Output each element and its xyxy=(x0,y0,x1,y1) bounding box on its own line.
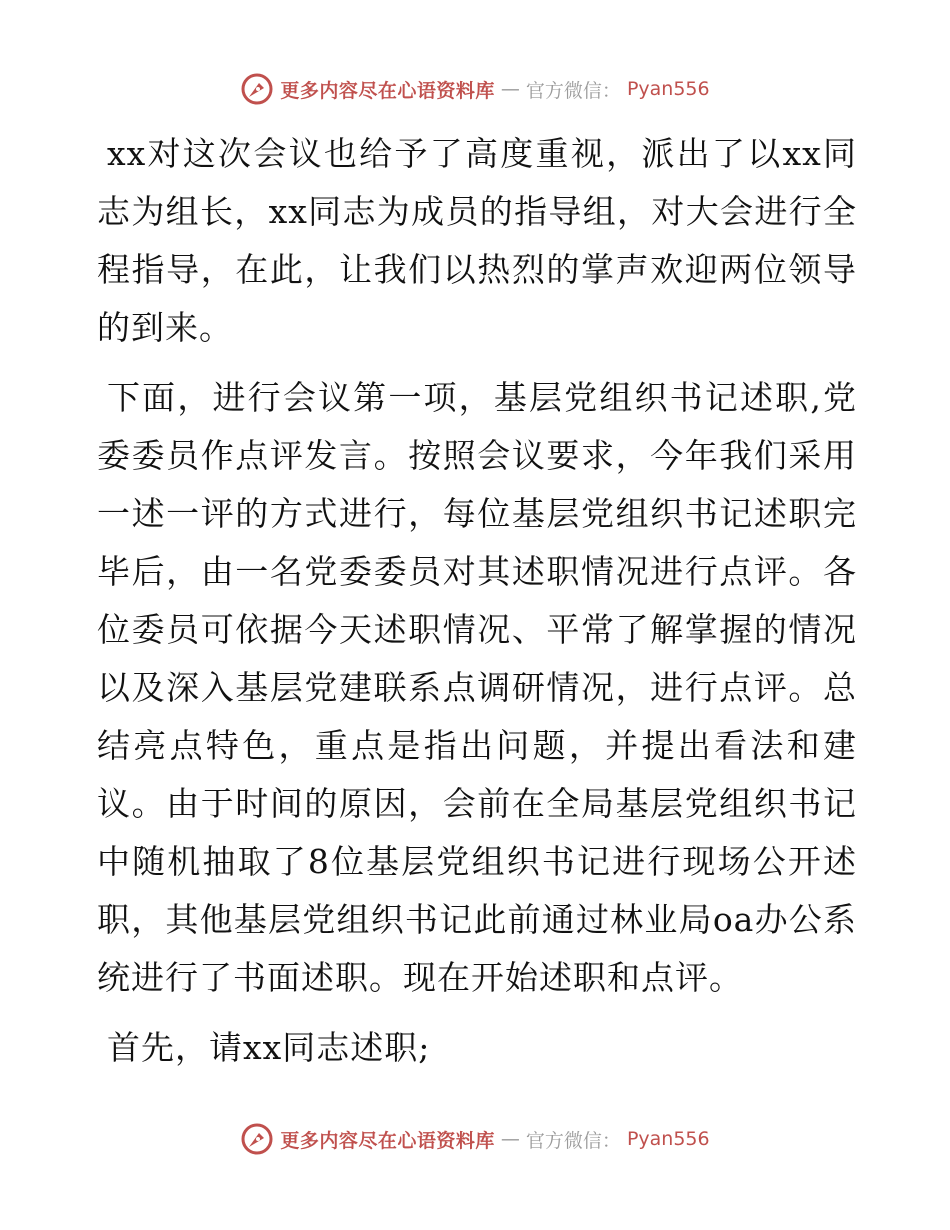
watermark-label: 官方微信： xyxy=(525,79,621,102)
paragraph-3: 首先，请xx同志述职; xyxy=(107,1028,431,1067)
document-body xyxy=(97,125,857,1089)
paragraph-1: xx对这次会议也给予了高度重视，派出了以xx同志为组长，xx同志为成员的指导组，对大会进行全程指导，在此，让我们以热烈的掌声欢迎两位领导的到来。 xyxy=(97,134,857,347)
watermark-handle: Pyan556 xyxy=(626,78,710,100)
watermark-handle: Pyan556 xyxy=(626,1128,710,1150)
paragraph-2: 下面，进行会议第一项，基层党组织书记述职,党委委员作点评发言。按照会议要求，今年我们采用一述一评的方式进行，每位基层党组织书记述职完毕后，由一名党委委员对其述职情况进行点评。各位委员可依据今天述职情况、平常了解掌握的情况以及深入基层党建联系点调研情况，进行点评。总结亮点特色，重点是指出问题，并提出看法和建议。由于时间的原因，会前在全局基层党组织书记中随机抽取了8位基层党组织书记进行现场公开述职，其他基层党组织书记此前通过林业局oa办公系统进行了书面述职。现在开始述职和点评。 xyxy=(97,378,857,997)
pen-nib-logo-icon xyxy=(240,72,274,106)
header-watermark xyxy=(0,72,950,106)
watermark-brand: 更多内容尽在心语资料库 xyxy=(280,79,495,102)
watermark-dash: — xyxy=(500,78,520,100)
watermark-label: 官方微信： xyxy=(525,1129,621,1152)
pen-nib-logo-icon xyxy=(240,1122,274,1156)
footer-watermark xyxy=(0,1122,950,1156)
watermark-dash: — xyxy=(500,1128,520,1150)
watermark-brand: 更多内容尽在心语资料库 xyxy=(280,1129,495,1152)
